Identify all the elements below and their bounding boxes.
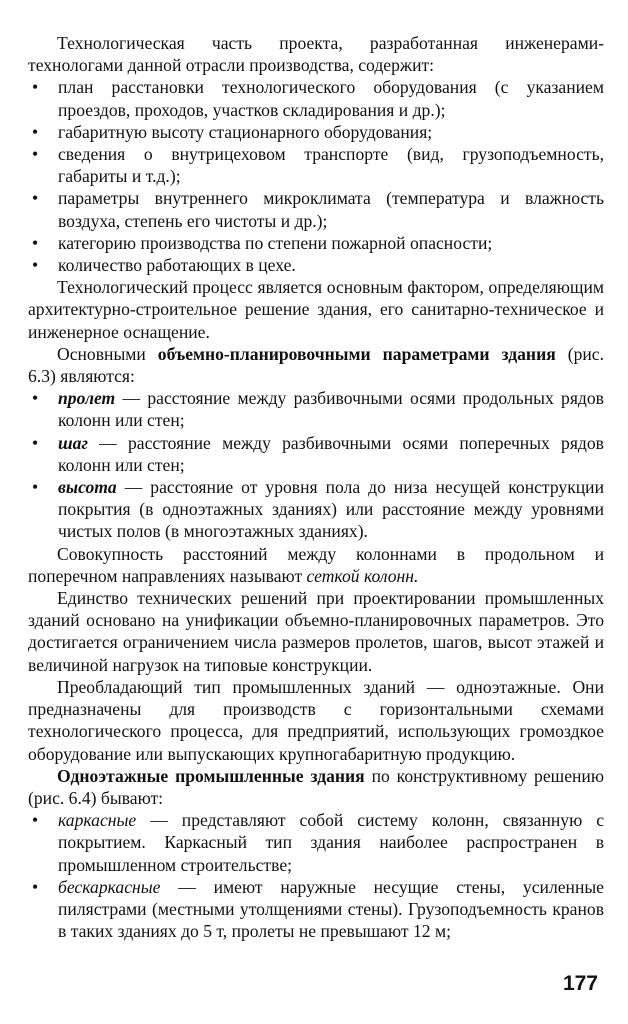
contents-list <box>28 76 604 276</box>
params-heading-lead: Основными <box>57 343 158 364</box>
page-number: 177 <box>562 972 598 995</box>
definition: — расстояние между разбивочными осями продольных рядов колонн или стен; <box>58 388 604 431</box>
grid-term: сеткой колонн. <box>306 565 419 586</box>
list-item <box>28 76 604 120</box>
page-body <box>28 32 604 942</box>
bullet-icon: • <box>32 388 39 409</box>
definition: — имеют наружные несущие стены, усиленные пилястрами (местными утолщениями стены). Грузоподъемность кранов в таких зданиях до 5 т, пролеты не превышают 12 м; <box>58 876 604 942</box>
grid-paragraph-text: Совокупность расстояний между колоннами в продольном и поперечном направлениях называют <box>28 543 604 586</box>
predominant-paragraph: Преобладающий тип промышленных зданий — одноэтажные. Они предназначены для производств с горизонтальными схемами технологического процесса, для предприятий, использующих громоздкое оборудование или выпускающих крупногабаритную продукцию. <box>28 676 604 764</box>
params-heading <box>28 343 604 387</box>
types-list <box>28 809 604 942</box>
bullet-icon: • <box>32 232 39 253</box>
single-storey-heading-bold: Одноэтажные промышленные здания <box>57 765 365 786</box>
bullet-icon: • <box>32 188 39 209</box>
params-heading-tail: (рис. 6.3) являются: <box>28 343 604 387</box>
bullet-icon: • <box>32 876 39 897</box>
definition: — представляют собой систему колонн, связанную с покрытием. Каркасный тип здания наиболее распространен в промышленном строительстве; <box>58 810 604 875</box>
params-heading-bold: объемно-планировочными параметрами здания <box>157 343 556 364</box>
term: пролет <box>58 388 116 409</box>
list-item-text: параметры внутреннего микроклимата (температура и влажность воздуха, степень его чистоты и др.); <box>58 188 604 231</box>
list-item <box>28 809 604 876</box>
bullet-icon: • <box>32 432 39 453</box>
list-item <box>28 432 604 476</box>
list-item <box>28 254 604 276</box>
term: каркасные <box>58 810 137 831</box>
params-list <box>28 387 604 542</box>
single-storey-heading <box>28 765 604 809</box>
bullet-icon: • <box>32 121 39 142</box>
list-item <box>28 121 604 143</box>
list-item <box>28 232 604 254</box>
bullet-icon: • <box>32 810 39 831</box>
term: шаг <box>58 432 88 453</box>
list-item <box>28 143 604 187</box>
bullet-icon: • <box>32 144 39 165</box>
bullet-icon: • <box>32 77 39 98</box>
intro-paragraph: Технологическая часть проекта, разработанная инженерами-технологами данной отрасли производства, содержит: <box>28 33 604 76</box>
list-item-text: габаритную высоту стационарного оборудования; <box>58 121 433 142</box>
process-paragraph: Технологический процесс является основным фактором, определяющим архитектурно-строительное решение здания, его санитарно-техническое и инженерное оснащение. <box>28 277 604 342</box>
unification-paragraph: Единство технических решений при проектировании промышленных зданий основано на унификации объемно-планировочных параметров. Это достигается ограничением числа размеров пролетов, шагов, высот этажей и величиной нагрузок на типовые конструкции. <box>28 588 604 675</box>
bullet-icon: • <box>32 255 39 276</box>
grid-paragraph <box>28 543 604 587</box>
definition: — расстояние между разбивочными осями поперечных рядов колонн или стен; <box>58 432 604 475</box>
list-item-text: сведения о внутрицеховом транспорте (вид, грузоподъемность, габариты и т.д.); <box>58 144 604 187</box>
list-item <box>28 476 604 543</box>
term: бескаркасные <box>58 876 161 897</box>
definition: — расстояние от уровня пола до низа несущей конструкции покрытия (в одноэтажных зданиях) или расстояние между уровнями чистых полов (в многоэтажных зданиях). <box>58 477 604 542</box>
list-item <box>28 876 604 943</box>
list-item <box>28 187 604 231</box>
term: высота <box>58 477 117 498</box>
list-item-text: категорию производства по степени пожарной опасности; <box>58 232 493 253</box>
bullet-icon: • <box>32 477 39 498</box>
single-storey-heading-tail: по конструктивному решению (рис. 6.4) бывают: <box>28 765 604 808</box>
list-item-text: план расстановки технологического оборудования (с указанием проездов, проходов, участков складирования и др.); <box>58 77 604 120</box>
list-item <box>28 387 604 431</box>
list-item-text: количество работающих в цехе. <box>58 255 296 276</box>
